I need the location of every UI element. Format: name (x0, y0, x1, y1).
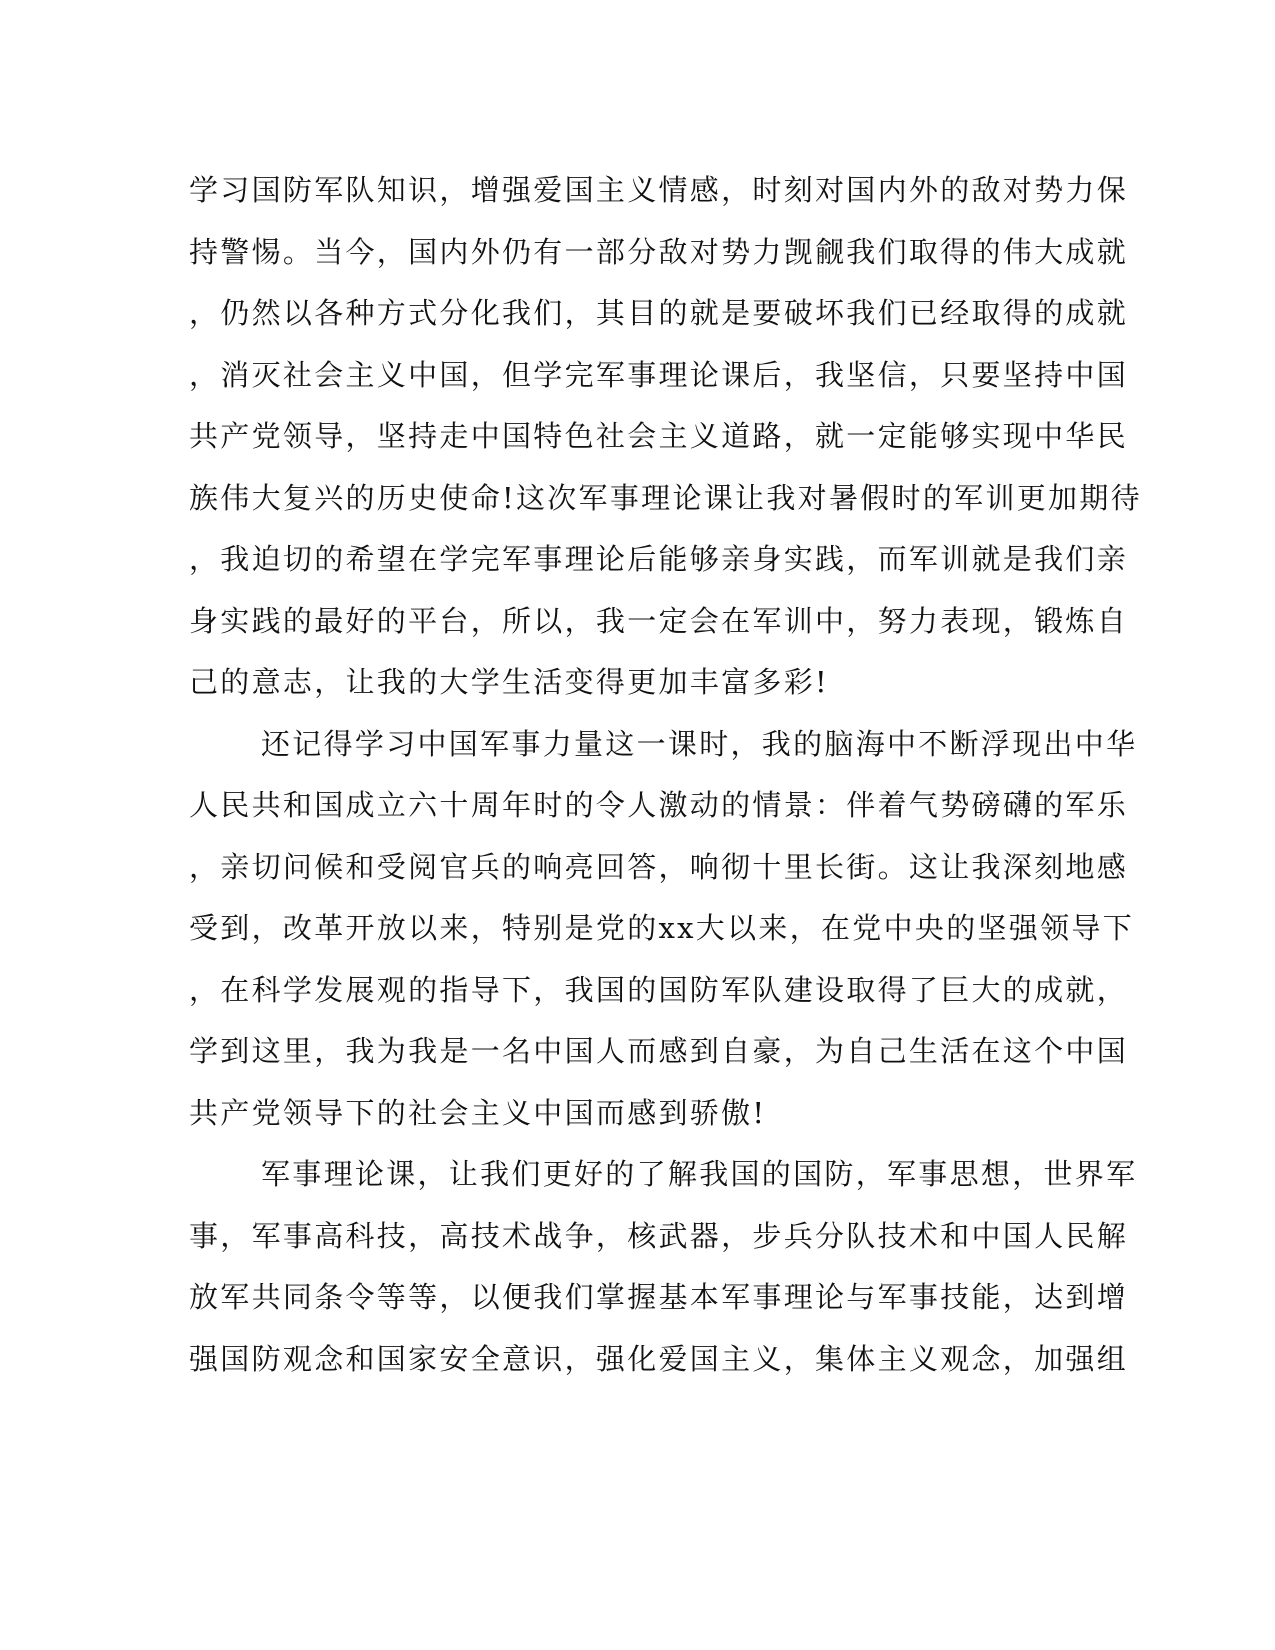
document-body (189, 160, 1142, 1390)
text-line: 共产党领导，坚持走中国特色社会主义道路，就一定能够实现中华民 (189, 419, 1129, 453)
text-line: ，亲切问候和受阅官兵的响亮回答，响彻十里长街。这让我深刻地感 (189, 849, 1129, 884)
text-line: 学习国防军队知识，增强爱国主义情感，时刻对国内外的敌对势力保 (189, 173, 1129, 207)
text-line: ，在科学发展观的指导下，我国的国防军队建设取得了巨大的成就， (189, 972, 1129, 1007)
text-line: ，我迫切的希望在学完军事理论后能够亲身实践，而军训就是我们亲 (189, 542, 1129, 576)
text-line: 放军共同条令等等，以便我们掌握基本军事理论与军事技能，达到增 (189, 1280, 1129, 1314)
text-line: 人民共和国成立六十周年时的令人激动的情景：伴着气势磅礴的军乐 (189, 788, 1129, 822)
text-line: 共产党领导下的社会主义中国而感到骄傲! (189, 1095, 767, 1130)
paragraph-2 (189, 714, 1138, 1145)
text-line: 己的意志，让我的大学生活变得更加丰富多彩! (189, 665, 829, 699)
paragraph-3 (189, 1144, 1138, 1390)
paragraph-1 (189, 160, 1142, 714)
text-line: ，仍然以各种方式分化我们，其目的就是要破坏我们已经取得的成就 (189, 296, 1129, 330)
text-line: 族伟大复兴的历史使命!这次军事理论课让我对暑假时的军训更加期待 (189, 480, 1142, 515)
text-line: 军事理论课，让我们更好的了解我国的国防，军事思想，世界军 (261, 1157, 1138, 1191)
text-line: ，消灭社会主义中国，但学完军事理论课后，我坚信，只要坚持中国 (189, 357, 1129, 392)
text-line: 还记得学习中国军事力量这一课时，我的脑海中不断浮现出中华 (261, 726, 1138, 761)
text-line: 身实践的最好的平台，所以，我一定会在军训中，努力表现，锻炼自 (189, 603, 1129, 638)
text-line: 持警惕。当今，国内外仍有一部分敌对势力觊觎我们取得的伟大成就 (189, 234, 1129, 269)
text-line: 学到这里，我为我是一名中国人而感到自豪，为自己生活在这个中国 (189, 1034, 1129, 1068)
text-line: 事，军事高科技，高技术战争，核武器，步兵分队技术和中国人民解 (189, 1218, 1129, 1253)
text-line: 强国防观念和国家安全意识，强化爱国主义，集体主义观念，加强组 (189, 1341, 1129, 1376)
text-line: 受到，改革开放以来，特别是党的xx大以来，在党中央的坚强领导下 (189, 911, 1135, 945)
